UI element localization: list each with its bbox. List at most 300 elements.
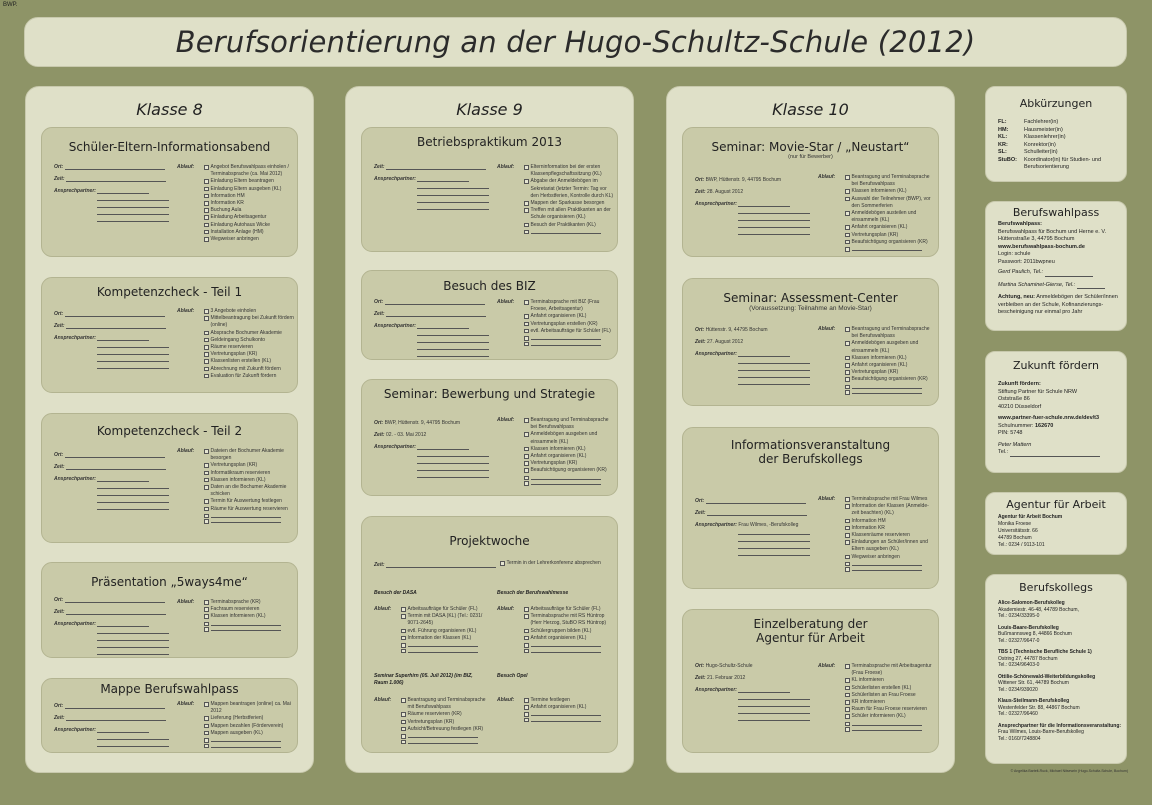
- checklist-item[interactable]: Terminabsprache mit BIZ (Frau Froese, Arbeitsagentur): [524, 299, 616, 313]
- checklist-item[interactable]: Information KR: [845, 525, 937, 532]
- checklist-item[interactable]: Klassen informieren (KL): [845, 188, 937, 195]
- checkbox[interactable]: [204, 519, 209, 524]
- checkbox[interactable]: [204, 627, 209, 632]
- checklist-item[interactable]: Absprache Bochumer Akademie: [204, 330, 296, 337]
- checklist-item[interactable]: Wegweiser anbringen: [845, 554, 937, 561]
- checkbox[interactable]: [845, 189, 850, 194]
- ansprechpartner-field: Ansprechpartner:: [695, 687, 790, 693]
- checklist-item[interactable]: Schülerlisten erstellen (KL): [845, 685, 937, 692]
- checkbox[interactable]: [204, 165, 209, 170]
- checkbox[interactable]: [204, 223, 209, 228]
- checklist-item[interactable]: Mappen bezahlen (Förderverein): [204, 723, 296, 730]
- box-subtitle: (nur für Bewerber): [788, 154, 833, 161]
- checkbox[interactable]: [524, 201, 529, 206]
- ort-field: Ort:: [54, 703, 165, 709]
- checkbox[interactable]: [524, 468, 529, 473]
- checkbox[interactable]: [204, 201, 209, 206]
- blank-line: [97, 504, 169, 510]
- checkbox[interactable]: [401, 727, 406, 732]
- box-title: Mappe Berufswahlpass: [100, 682, 239, 696]
- blank-line: [738, 529, 810, 535]
- checkbox[interactable]: [204, 179, 209, 184]
- checkbox[interactable]: [845, 533, 850, 538]
- checkbox[interactable]: [845, 497, 850, 502]
- checkbox[interactable]: [845, 722, 850, 727]
- checklist-item[interactable]: Termin mit DASA (KL) (Tel.: 0231/ 9071-2645): [401, 613, 489, 627]
- checklist-item[interactable]: Mappen ausgeben (KL): [204, 730, 296, 737]
- blank-checklist-item[interactable]: [524, 341, 616, 347]
- checklist-item[interactable]: Geldeingang Schulkonto: [204, 337, 296, 344]
- checkbox[interactable]: [845, 526, 850, 531]
- checklist-item[interactable]: Angebot Berufswahlpass einholen / Terminabsprache (ca. Mai 2012): [204, 164, 296, 178]
- checkbox[interactable]: [204, 187, 209, 192]
- checklist-item[interactable]: Beantragung und Terminabsprache mit Berufswahlpass: [401, 697, 489, 711]
- checkbox[interactable]: [845, 567, 850, 572]
- berufskolleg-entry: Ansprechpartner für die Informationsveranstaltung: Frau Wilmes, Louis-Barre-Berufskolleg Tel.: 0160/7248804: [998, 722, 1122, 742]
- blank-line: [417, 351, 489, 357]
- checkbox[interactable]: [204, 738, 209, 743]
- checklist-item[interactable]: Aufsicht/Betreuung festlegen (KR): [401, 726, 489, 733]
- checklist-item[interactable]: Einladung Autohaus Wicke: [204, 222, 296, 229]
- checklist-item[interactable]: Beantragung und Terminabsprache bei Berufswahlpass: [524, 417, 616, 431]
- checkbox[interactable]: [204, 309, 209, 314]
- blank-checklist-item[interactable]: [524, 717, 616, 723]
- checklist-item[interactable]: Buchung Aula: [204, 207, 296, 214]
- checkbox[interactable]: [845, 714, 850, 719]
- blank-line: [97, 356, 169, 362]
- ort-field: Ort: Hugo-Schultz-Schule: [695, 663, 753, 669]
- checkbox[interactable]: [524, 179, 529, 184]
- checkbox[interactable]: [204, 614, 209, 619]
- checkbox[interactable]: [524, 300, 529, 305]
- box-title: Kompetenzcheck - Teil 1: [96, 285, 243, 299]
- checkbox[interactable]: [204, 724, 209, 729]
- berufskolleg-entry: Ottilie-Schönewald-Weiterbildungskolleg Wittener Str. 61, 44789 Bochum Tel.: 0234/939020: [998, 673, 1096, 693]
- checkbox[interactable]: [524, 432, 529, 437]
- checklist-item[interactable]: Installation Anlage (HM): [204, 229, 296, 236]
- ablauf-list: [374, 606, 489, 653]
- checklist-item[interactable]: Evaluation für Zukunft fördern: [204, 373, 296, 380]
- checklist-item[interactable]: Information der Klassen (Anmelde- zeit beachten) (KL): [845, 503, 937, 517]
- blank-line: [417, 204, 489, 210]
- ablauf-list: [497, 697, 616, 722]
- checkbox[interactable]: [845, 356, 850, 361]
- checkbox[interactable]: [845, 504, 850, 509]
- checkbox[interactable]: [204, 485, 209, 490]
- checklist-item[interactable]: 3 Angebote einholen: [204, 308, 296, 315]
- checkbox[interactable]: [524, 698, 529, 703]
- zeit-field: Zeit:: [374, 562, 496, 568]
- blank-checklist-item[interactable]: [204, 743, 296, 749]
- checklist-item[interactable]: Information HM: [204, 193, 296, 200]
- checklist-item[interactable]: Schülerlisten an Frau Froese: [845, 692, 937, 699]
- checkbox[interactable]: [845, 664, 850, 669]
- box-praesentation: [41, 562, 298, 658]
- messe-title: Besuch der Berufswahlmesse: [497, 590, 569, 596]
- checkbox[interactable]: [845, 678, 850, 683]
- blank-checklist-item[interactable]: [845, 246, 937, 252]
- box-abkuerzungen: [985, 86, 1127, 182]
- checkbox[interactable]: [524, 649, 529, 654]
- box-title: Kompetenzcheck - Teil 2: [96, 424, 243, 438]
- checkbox[interactable]: [524, 643, 529, 648]
- ort-field: Ort: Hüttenstr. 9, 44795 Bochum: [695, 327, 768, 333]
- checklist-item[interactable]: Anmeldebögen ausgeben und einsammeln (KL): [845, 340, 937, 354]
- checkbox[interactable]: [524, 454, 529, 459]
- checkbox[interactable]: [845, 377, 850, 382]
- checkbox[interactable]: [845, 540, 850, 545]
- checklist-item[interactable]: Dateien der Bochumer Akademie besorgen: [204, 448, 296, 462]
- checkbox[interactable]: [845, 341, 850, 346]
- checkbox[interactable]: [401, 720, 406, 725]
- berufskolleg-entry: Louis-Baare-Berufskolleg Bußmannsweg 8, 44866 Bochum Tel.: 02327/9647-0: [998, 624, 1072, 644]
- checklist-item[interactable]: Anfahrt organisieren (KL): [845, 224, 937, 231]
- checklist-item[interactable]: Klassen informieren (KL): [204, 613, 296, 620]
- checklist-item[interactable]: Schülergruppen bilden (KL): [524, 628, 616, 635]
- checklist-item[interactable]: Raum für Frau Froese reservieren: [845, 706, 937, 713]
- checklist-item[interactable]: Information der Klassen (KL): [401, 635, 489, 642]
- ablauf-label: Ablauf:: [497, 417, 515, 423]
- checkbox[interactable]: [524, 718, 529, 723]
- checkbox[interactable]: [524, 230, 529, 235]
- ablauf-list: [497, 164, 616, 234]
- blank-line: [97, 741, 169, 747]
- checkbox[interactable]: [204, 499, 209, 504]
- checkbox[interactable]: [204, 607, 209, 612]
- checklist-item[interactable]: Treffen mit allen Praktikanten an der Schule organisieren (KL): [524, 207, 616, 221]
- checklist-item[interactable]: Räume reservieren (KR): [401, 711, 489, 718]
- checklist-item[interactable]: Klassen informieren (KL): [524, 446, 616, 453]
- checklist-item[interactable]: Klassenräume reservieren: [845, 532, 937, 539]
- checkbox[interactable]: [401, 607, 406, 612]
- checklist-item[interactable]: Arbeitsaufträge für Schüler (FL): [524, 606, 616, 613]
- checkbox[interactable]: [401, 643, 406, 648]
- checklist-item[interactable]: Vertretungsplan (KR): [401, 719, 489, 726]
- box-praktikum: [361, 127, 618, 252]
- checklist-item[interactable]: Mappen beantragen (online) ca. Mai 2012: [204, 701, 296, 715]
- checkbox[interactable]: [204, 449, 209, 454]
- blank-checklist-item[interactable]: [401, 648, 489, 654]
- checklist-item[interactable]: Arbeitsaufträge für Schüler (FL): [401, 606, 489, 613]
- checkbox[interactable]: [204, 352, 209, 357]
- checkbox[interactable]: [204, 331, 209, 336]
- checkbox[interactable]: [204, 731, 209, 736]
- checkbox[interactable]: [524, 314, 529, 319]
- checklist-item[interactable]: KR informieren: [845, 699, 937, 706]
- checklist-item[interactable]: Abrechnung mit Zukunft fördern: [204, 366, 296, 373]
- ort-field: Ort: BWP, Hüttenstr. 9, 44795 Bochum: [695, 177, 782, 183]
- checkbox[interactable]: [204, 744, 209, 749]
- checkbox[interactable]: [845, 700, 850, 705]
- checkbox[interactable]: [524, 208, 529, 213]
- checkbox[interactable]: [204, 215, 209, 220]
- box-movie-star: [682, 127, 939, 257]
- abbreviation-row: KL: Klassenlehrer(in): [998, 134, 1066, 140]
- checkbox[interactable]: [204, 374, 209, 379]
- checklist-item[interactable]: Beaufsichtigung organisieren (KR): [845, 239, 937, 246]
- checklist-item[interactable]: Anfahrt organisieren (KL): [524, 313, 616, 320]
- checklist-item[interactable]: Vertretungsplan (KR): [845, 232, 937, 239]
- checkbox[interactable]: [524, 607, 529, 612]
- opel-title: Besuch Opel: [497, 673, 528, 679]
- checkbox[interactable]: [401, 649, 406, 654]
- checkbox[interactable]: [401, 614, 406, 619]
- ort-field: Ort:: [54, 164, 165, 170]
- checkbox[interactable]: [401, 629, 406, 634]
- blank-checklist-item[interactable]: [401, 739, 489, 745]
- checklist-item[interactable]: Beantragung und Terminabsprache bei Berufswahlpass: [845, 174, 937, 188]
- ansprechpartner-field: Ansprechpartner:: [374, 444, 469, 450]
- checklist-item[interactable]: Fachraum reservieren: [204, 606, 296, 613]
- checklist-item[interactable]: Besuch der Praktikanten (KL): [524, 222, 616, 229]
- blank-line: [417, 458, 489, 464]
- blank-line: [97, 342, 169, 348]
- checklist-item[interactable]: Anmeldebögen ausgeben und einsammeln (KL): [524, 431, 616, 445]
- checkbox[interactable]: [845, 197, 850, 202]
- checklist-item[interactable]: Einladung Eltern ausgeben (KL): [204, 186, 296, 193]
- box-title: Informationsveranstaltung: [730, 438, 891, 452]
- ablauf-list: [177, 448, 296, 524]
- checklist-item[interactable]: evtl. Arbeitsaufträge für Schüler (FL): [524, 328, 616, 335]
- checklist-item[interactable]: Terminabsprache (KR): [204, 599, 296, 606]
- checkbox[interactable]: [524, 336, 529, 341]
- checkbox[interactable]: [401, 734, 406, 739]
- checkbox[interactable]: [401, 636, 406, 641]
- blank-checklist-item[interactable]: [524, 648, 616, 654]
- checkbox[interactable]: [524, 614, 529, 619]
- corner-label: BWP.: [3, 2, 18, 8]
- zeit-field: Zeit:: [695, 510, 807, 516]
- ablauf-list: [818, 326, 937, 395]
- checklist-item[interactable]: Klassenlisten erstellen (KL): [204, 358, 296, 365]
- checklist-item[interactable]: Lieferung (Herbstferien): [204, 715, 296, 722]
- checkbox[interactable]: [204, 345, 209, 350]
- checklist-item[interactable]: Terminabsprache mit Frau Wilmes: [845, 496, 937, 503]
- footer-credit: © Angelika Bartelt-Ruck, Michael Nitsewrin (Hugo-Schultz-Schule, Bochum): [1010, 769, 1128, 773]
- checkbox[interactable]: [401, 712, 406, 717]
- column-title: Klasse 9: [456, 100, 523, 119]
- checkbox[interactable]: [204, 237, 209, 242]
- checklist-item[interactable]: Räume reservieren: [204, 344, 296, 351]
- checklist-item[interactable]: Räume für Auswertung reservieren: [204, 506, 296, 513]
- checkbox[interactable]: [845, 233, 850, 238]
- checkbox[interactable]: [524, 476, 529, 481]
- zeit-field: Zeit:: [54, 323, 166, 329]
- checkbox[interactable]: [204, 230, 209, 235]
- checkbox[interactable]: [524, 481, 529, 486]
- zeit-field: Zeit:: [374, 311, 486, 317]
- blank-line: [738, 701, 810, 707]
- checkbox[interactable]: [845, 707, 850, 712]
- checkbox[interactable]: [845, 175, 850, 180]
- blank-line: [417, 190, 489, 196]
- ansprechpartner-field: Ansprechpartner:: [54, 727, 149, 733]
- ablauf-label: Ablauf:: [374, 697, 392, 703]
- checklist-item[interactable]: Auswahl der Teilnehmer (BWP), vor den Sommerferien: [845, 196, 937, 210]
- ablauf-label: Ablauf:: [497, 299, 515, 305]
- checklist-item[interactable]: Abgabe der Anmeldebögen im Sekretariat (letzter Termin: Tag vor den Herbstferien, Kontrolle durch KL): [524, 178, 616, 200]
- checkbox[interactable]: [524, 461, 529, 466]
- checklist-item[interactable]: Beaufsichtigung organisieren (KR): [524, 467, 616, 474]
- checkbox[interactable]: [845, 727, 850, 732]
- checkbox[interactable]: [524, 342, 529, 347]
- abbreviation-row: StuBO: Koordinator(in) für Studien- und Berufsorientierung: [998, 156, 1102, 170]
- blank-line: [738, 708, 810, 714]
- checkbox[interactable]: [845, 686, 850, 691]
- blank-checklist-item[interactable]: [845, 566, 937, 572]
- checkbox[interactable]: [845, 385, 850, 390]
- checkbox[interactable]: [845, 363, 850, 368]
- blank-line: [97, 349, 169, 355]
- ablauf-label: Ablauf:: [177, 448, 195, 454]
- checkbox[interactable]: [524, 165, 529, 170]
- checklist-item[interactable]: Termin für Auswertung festlegen: [204, 498, 296, 505]
- checklist-item[interactable]: Beantragung und Terminabsprache bei Berufswahlpass: [845, 326, 937, 340]
- blank-line: [97, 642, 169, 648]
- checklist-item[interactable]: Anfahrt organisieren (KL): [524, 635, 616, 642]
- blank-line: [97, 490, 169, 496]
- blank-line: [417, 472, 489, 478]
- checklist-item[interactable]: Einladung Eltern beantragen: [204, 178, 296, 185]
- checkbox[interactable]: [845, 211, 850, 216]
- checkbox[interactable]: [204, 194, 209, 199]
- box-kompetenzcheck-1: [41, 277, 298, 393]
- checklist-item[interactable]: Vertretungsplan (KR): [204, 351, 296, 358]
- checkbox[interactable]: [204, 463, 209, 468]
- box-kompetenzcheck-2: [41, 413, 298, 543]
- checkbox[interactable]: [524, 447, 529, 452]
- checklist-item[interactable]: Informatikraum reservieren: [204, 470, 296, 477]
- checkbox[interactable]: [845, 240, 850, 245]
- checkbox[interactable]: [204, 507, 209, 512]
- checkbox[interactable]: [845, 555, 850, 560]
- checkbox[interactable]: [204, 471, 209, 476]
- blank-line: [417, 465, 489, 471]
- checkbox[interactable]: [524, 629, 529, 634]
- checklist-item[interactable]: Terminabsprache mit RS Hüntrop (Herr Herzog, StuBO RS Hüntrop): [524, 613, 616, 627]
- checklist-item[interactable]: Wegweiser anbringen: [204, 236, 296, 243]
- checkbox[interactable]: [845, 693, 850, 698]
- checkbox[interactable]: [845, 519, 850, 524]
- checklist-item[interactable]: Vertretungsplan (KR): [524, 460, 616, 467]
- checkbox[interactable]: [524, 223, 529, 228]
- ansprechpartner-field: Ansprechpartner: Frau Wilmes, -Berufskolleg: [695, 522, 799, 528]
- blank-line: [97, 497, 169, 503]
- ort-field: Ort: BWP, Hüttenstr. 9, 44795 Bochum: [374, 420, 461, 426]
- checklist-item[interactable]: Anfahrt organisieren (KL): [845, 362, 937, 369]
- checkbox[interactable]: [204, 316, 209, 321]
- checklist-item[interactable]: Anmeldebögen austeilen und einsammeln (KL): [845, 210, 937, 224]
- checklist-item[interactable]: Einladungen an Schüler/innen und Eltern ausgeben (KL): [845, 539, 937, 553]
- blank-line: [417, 337, 489, 343]
- blank-checklist-item[interactable]: [204, 626, 296, 632]
- box-zukunft-foerdern: [985, 351, 1127, 473]
- checklist-item[interactable]: KL informieren: [845, 677, 937, 684]
- checkbox[interactable]: [845, 247, 850, 252]
- checkbox[interactable]: [845, 225, 850, 230]
- checklist-item[interactable]: Daten an die Bochumer Akademie schicken: [204, 484, 296, 498]
- checkbox[interactable]: [524, 418, 529, 423]
- box-title: Seminar: Bewerbung und Strategie: [383, 387, 596, 401]
- checklist-item[interactable]: Schüler informieren (KL): [845, 713, 937, 720]
- checklist-item[interactable]: Mappen der Sparkasse besorgen: [524, 200, 616, 207]
- checkbox[interactable]: [204, 514, 209, 519]
- checkbox[interactable]: [204, 359, 209, 364]
- checklist-item[interactable]: Anfahrt organisieren (KL): [524, 453, 616, 460]
- checkbox[interactable]: [524, 705, 529, 710]
- zeit-field: Zeit:: [54, 609, 166, 615]
- column-title: Klasse 8: [136, 100, 203, 119]
- checkbox[interactable]: [401, 740, 406, 745]
- blank-line: [97, 628, 169, 634]
- checklist-item[interactable]: Mittelbeantragung bei Zukunft fördern (online): [204, 315, 296, 329]
- checklist-item[interactable]: Anfahrt organisieren (KL): [524, 704, 616, 711]
- checkbox[interactable]: [845, 562, 850, 567]
- checkbox[interactable]: [524, 329, 529, 334]
- checkbox[interactable]: [524, 636, 529, 641]
- checklist-item[interactable]: Information KR: [204, 200, 296, 207]
- blank-line: [738, 229, 810, 235]
- blank-checklist-item[interactable]: [845, 389, 937, 395]
- blank-checklist-item[interactable]: [524, 229, 616, 235]
- checklist-item[interactable]: Klassen informieren (KL): [204, 477, 296, 484]
- checklist-item[interactable]: Vertretungsplan (KR): [204, 462, 296, 469]
- box-eltern-abend: [41, 127, 298, 257]
- checkbox[interactable]: [524, 322, 529, 327]
- box-title: Zukunft fördern: [1013, 359, 1099, 372]
- checklist-item[interactable]: Einladung Arbeitsagentur: [204, 214, 296, 221]
- checklist-item[interactable]: Elterninformation bei der ersten Klassenpflegschaftssitzung (KL): [524, 164, 616, 178]
- checkbox[interactable]: [845, 370, 850, 375]
- checklist-item[interactable]: Vertretungsplan (KR): [845, 369, 937, 376]
- checklist-item[interactable]: evtl. Führung organisieren (KL): [401, 628, 489, 635]
- checklist-item[interactable]: Klassen informieren (KL): [845, 355, 937, 362]
- checkbox[interactable]: [204, 208, 209, 213]
- checkbox[interactable]: [204, 478, 209, 483]
- checkbox[interactable]: [204, 622, 209, 627]
- blank-checklist-item[interactable]: [204, 518, 296, 524]
- blank-line: [738, 543, 810, 549]
- blank-checklist-item[interactable]: [524, 480, 616, 486]
- checklist-item[interactable]: Terminabsprache mit Arbeitsagentur (Frau Froese): [845, 663, 937, 677]
- checkbox[interactable]: [524, 712, 529, 717]
- checkbox[interactable]: [204, 600, 209, 605]
- checkbox[interactable]: [204, 338, 209, 343]
- zeit-field: Zeit: 21. Februar 2012: [695, 675, 746, 681]
- checkbox[interactable]: [204, 367, 209, 372]
- ablauf-label: Ablauf:: [818, 496, 836, 502]
- checkbox[interactable]: [204, 702, 209, 707]
- title-banner: [24, 17, 1127, 67]
- zeit-field: Zeit: 02. - 03. Mai 2012: [374, 432, 427, 438]
- checklist-item[interactable]: Termine festlegen: [524, 697, 616, 704]
- checkbox[interactable]: [401, 698, 406, 703]
- ansprechpartner-field: Ansprechpartner:: [374, 176, 469, 182]
- blank-checklist-item[interactable]: [845, 726, 937, 732]
- ansprechpartner-field: Ansprechpartner:: [54, 476, 149, 482]
- zeit-field: Zeit:: [54, 464, 166, 470]
- checkbox[interactable]: [204, 716, 209, 721]
- checklist-item[interactable]: Beaufsichtigung organisieren (KR): [845, 376, 937, 383]
- checklist-item[interactable]: Information HM: [845, 518, 937, 525]
- blank-line: [97, 202, 169, 208]
- blank-line: [738, 365, 810, 371]
- checkbox[interactable]: [845, 390, 850, 395]
- zeit-field: Zeit:: [54, 715, 166, 721]
- checkbox[interactable]: [845, 327, 850, 332]
- box-title: Schüler-Eltern-Informationsabend: [68, 140, 271, 154]
- checklist-item[interactable]: Vertretungsplan erstellen (KR): [524, 321, 616, 328]
